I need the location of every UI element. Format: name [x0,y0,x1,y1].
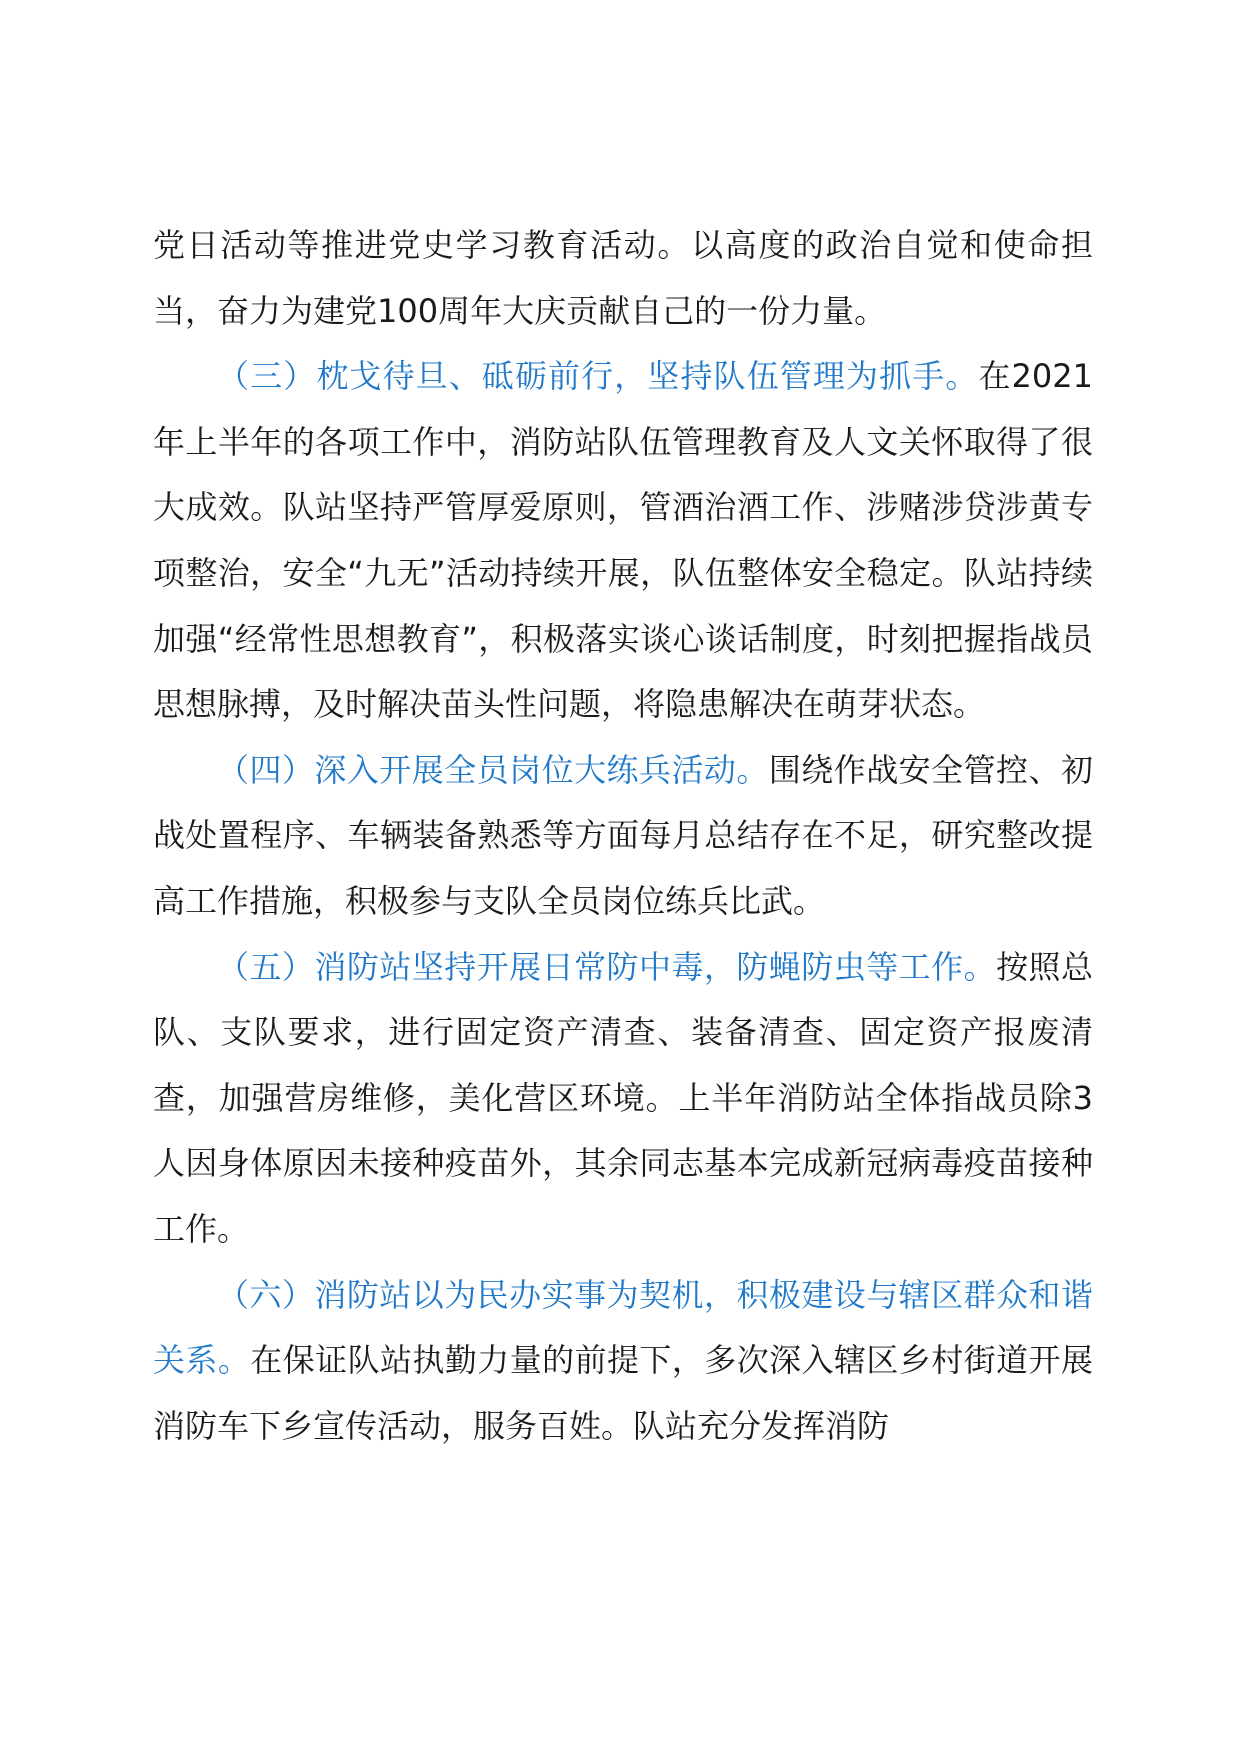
section-heading-4: （四）深入开展全员岗位大练兵活动。 [217,750,769,789]
paragraph-section-6 [153,1263,1093,1460]
paragraph-body: 按照总队、支队要求，进行固定资产清查、装备清查、固定资产报废清查，加强营房维修，美化营区环境。上半年消防站全体指战员除3人因身体原因未接种疫苗外，其余同志基本完成新冠病毒疫苗接种工作。 [153,947,1093,1248]
paragraph-body: 在保证队站执勤力量的前提下，多次深入辖区乡村街道开展消防车下乡宣传活动，服务百姓。队站充分发挥消防 [153,1341,1093,1445]
paragraph-body: 在2021年上半年的各项工作中，消防站队伍管理教育及人文关怀取得了很大成效。队站坚持严管厚爱原则，管酒治酒工作、涉赌涉贷涉黄专项整治，安全“九无”活动持续开展，队伍整体安全稳定。队站持续加强“经常性思想教育”，积极落实谈心谈话制度，时刻把握指战员思想脉搏，及时解决苗头性问题，将隐患解决在萌芽状态。 [153,357,1093,724]
paragraph-continuation [153,213,1093,344]
section-heading-6: （六）消防站以为民办实事为契机，积极建设与辖区群众和谐关系。 [153,1275,1093,1380]
paragraph-body: 党日活动等推进党史学习教育活动。以高度的政治自觉和使命担当，奋力为建党100周年大庆贡献自己的一份力量。 [153,226,1093,330]
section-heading-5: （五）消防站坚持开展日常防中毒，防蝇防虫等工作。 [217,947,997,986]
paragraph-section-3 [153,344,1093,738]
paragraph-section-5 [153,935,1093,1263]
paragraph-body: 围绕作战安全管控、初战处置程序、车辆装备熟悉等方面每月总结存在不足，研究整改提高工作措施，积极参与支队全员岗位练兵比武。 [153,750,1093,920]
section-heading-3: （三）枕戈待旦、砥砺前行，坚持队伍管理为抓手。 [217,357,979,396]
document-body [153,213,1093,1459]
paragraph-section-4 [153,738,1093,935]
